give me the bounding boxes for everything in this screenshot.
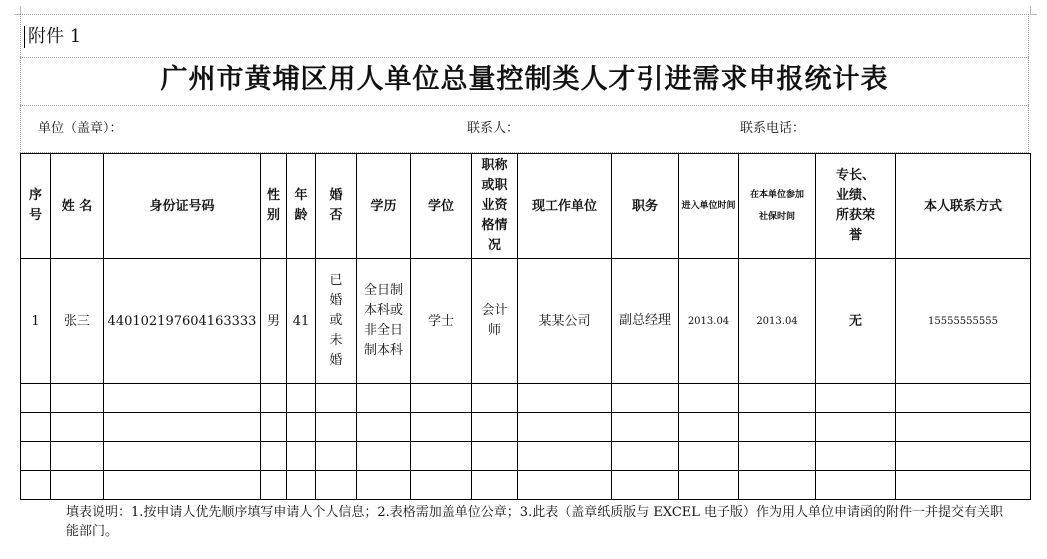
page-corner-mark-right — [1030, 6, 1037, 15]
table-cell[interactable]: 41 — [287, 259, 316, 384]
text-cursor — [24, 26, 25, 48]
header-cell[interactable]: 现工作单位 — [518, 154, 612, 259]
attachment-label[interactable]: 附件 1 — [28, 26, 82, 47]
header-cell[interactable]: 职称或职业资格情况 — [472, 154, 518, 259]
table-cell[interactable]: 某某公司 — [518, 259, 612, 384]
empty-table-row — [21, 442, 1031, 471]
header-cell[interactable]: 学位 — [411, 154, 472, 259]
table-cell[interactable]: 已婚或未婚 — [316, 259, 357, 384]
table-cell[interactable]: 2013.04 — [679, 259, 739, 384]
table-cell[interactable]: 学士 — [411, 259, 472, 384]
empty-table-row — [21, 384, 1031, 413]
info-row — [20, 105, 1029, 153]
empty-table-row — [21, 471, 1031, 500]
header-cell[interactable]: 专长、业绩、所获荣誉 — [816, 154, 896, 259]
header-cell[interactable]: 进入单位时间 — [679, 154, 739, 259]
table-cell[interactable]: 男 — [261, 259, 287, 384]
header-cell[interactable]: 在本单位参加社保时间 — [739, 154, 816, 259]
header-cell[interactable]: 姓 名 — [51, 154, 104, 259]
header-cell[interactable]: 婚否 — [316, 154, 357, 259]
header-cell[interactable]: 学历 — [357, 154, 411, 259]
table-cell[interactable]: 张三 — [51, 259, 104, 384]
phone-label[interactable]: 联系电话： — [740, 121, 806, 136]
table-cell[interactable]: 会计师 — [472, 259, 518, 384]
contact-label[interactable]: 联系人： — [467, 121, 520, 136]
header-cell[interactable]: 序号 — [21, 154, 51, 259]
document-title[interactable]: 广州市黄埔区用人单位总量控制类人才引进需求申报统计表 — [160, 64, 889, 95]
header-cell[interactable]: 职务 — [612, 154, 679, 259]
unit-label[interactable]: 单位（盖章）： — [38, 121, 123, 136]
table-cell[interactable]: 440102197604163333 — [104, 259, 261, 384]
table-cell[interactable]: 2013.04 — [739, 259, 816, 384]
header-cell[interactable]: 身份证号码 — [104, 154, 261, 259]
empty-table-row — [21, 413, 1031, 442]
table-row — [21, 259, 1031, 384]
statistics-table — [20, 153, 1031, 500]
header-cell[interactable]: 本人联系方式 — [896, 154, 1031, 259]
attachment-row — [20, 14, 1029, 57]
table-cell[interactable]: 1 — [21, 259, 51, 384]
table-cell[interactable]: 全日制本科或非全日制本科 — [357, 259, 411, 384]
table-cell[interactable]: 无 — [816, 259, 896, 384]
header-cell[interactable]: 性别 — [261, 154, 287, 259]
table-cell[interactable]: 15555555555 — [896, 259, 1031, 384]
header-cell[interactable]: 年龄 — [287, 154, 316, 259]
table-cell[interactable]: 副总经理 — [612, 259, 679, 384]
table-header-row — [21, 154, 1031, 259]
fill-instructions[interactable]: 填表说明：1.按申请人优先顺序填写申请人个人信息；2.表格需加盖单位公章；3.此表（盖章纸质版与 EXCEL 电子版）作为用人单位申请函的附件一并提交有关职能部门。 — [66, 505, 1004, 539]
